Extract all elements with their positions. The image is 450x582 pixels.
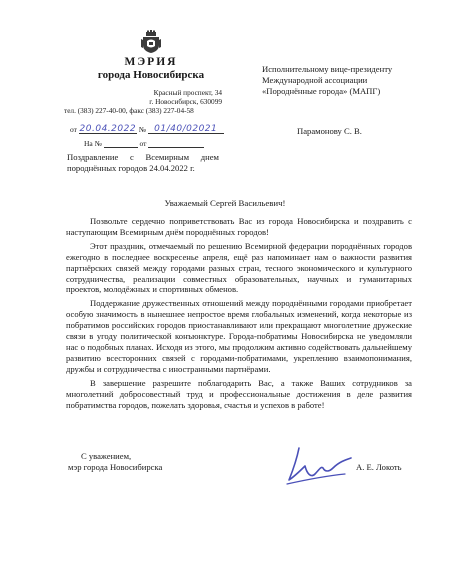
org-city: города Новосибирска — [97, 69, 205, 81]
handwritten-number: 01/40/02021 — [154, 124, 218, 134]
letterhead — [66, 30, 236, 115]
closing-block — [68, 451, 162, 473]
recipient-line: Исполнительному вице-президенту — [262, 64, 393, 74]
closing-position: мэр города Новосибирска — [68, 462, 163, 472]
signer-name: А. Е. Локоть — [356, 462, 402, 472]
recipient-line: Международной ассоциации — [262, 75, 368, 85]
address-city: г. Новосибирск, 630099 — [149, 97, 222, 106]
phone-fax: тел. (383) 227-40-00, факс (383) 227-04-58 — [64, 106, 194, 115]
recipient-block — [262, 64, 430, 97]
number-sign: № — [138, 125, 146, 134]
body-paragraph: Поддержание дружественных отношений между породнёнными городами приобретает особую значимость в нынешнее непростое время глобальных изменений, когда некоторые из побратимов российских городов приостанавливают или прекращают многолетние дружеские связи в угоду политической конъюнктуре. Города-побратимы Новосибирска не уведомляли нас о подобных планах. Исходя из этого, мы продолжим активно содействовать дальнейшему развитию всесторонних связей с городами-побратимами, укреплению взаимопонимания, дружбы и сотрудничества с иностранными партнёрами. — [66, 298, 412, 374]
registration-date-number — [70, 124, 224, 134]
recipient-line: «Породнённые города» (МАПГ) — [262, 86, 381, 96]
subject: Поздравление с Всемирным днем породнённых городов 24.04.2022 г. — [67, 152, 219, 173]
recipient-name: Парамонову С. В. — [297, 126, 362, 136]
body-paragraph: Этот праздник, отмечаемый по решению Всемирной федерации породнённых городов ежегодно в последнее воскресенье апреля, ещё раз напоминает нам о важности развития партнёрских связей между городами разных стран, тесного экономического и культурного сотрудничества, реализации совместных образовательных, научных и гуманитарных проектов, молодёжных и спортивных обменов. — [66, 240, 412, 295]
body-paragraph: В завершение разрешите поблагодарить Вас, а также Ваших сотрудников за многолетний добросовестный труд и профессиональные достижения в деле развития побратимства городов, пожелать здоровья, счастья и успехов в работе! — [66, 377, 412, 410]
letter-body — [66, 216, 412, 413]
address-street: Красный проспект, 34 — [153, 88, 222, 97]
reference-line — [84, 138, 204, 148]
ref-prefix: На № — [84, 139, 102, 148]
org-title: МЭРИЯ — [124, 56, 178, 68]
closing-regards: С уважением, — [81, 451, 132, 461]
salutation: Уважаемый Сергей Васильевич! — [164, 198, 286, 208]
date-prefix: от — [70, 125, 77, 134]
handwritten-date: 20.04.2022 — [79, 124, 137, 134]
signature-icon — [285, 440, 355, 488]
body-paragraph: Позвольте сердечно поприветствовать Вас из города Новосибирска и поздравить с наступающим Всемирным днём породнённых городов! — [66, 216, 412, 237]
city-emblem-icon — [140, 30, 162, 54]
ref-from: от — [139, 139, 147, 148]
